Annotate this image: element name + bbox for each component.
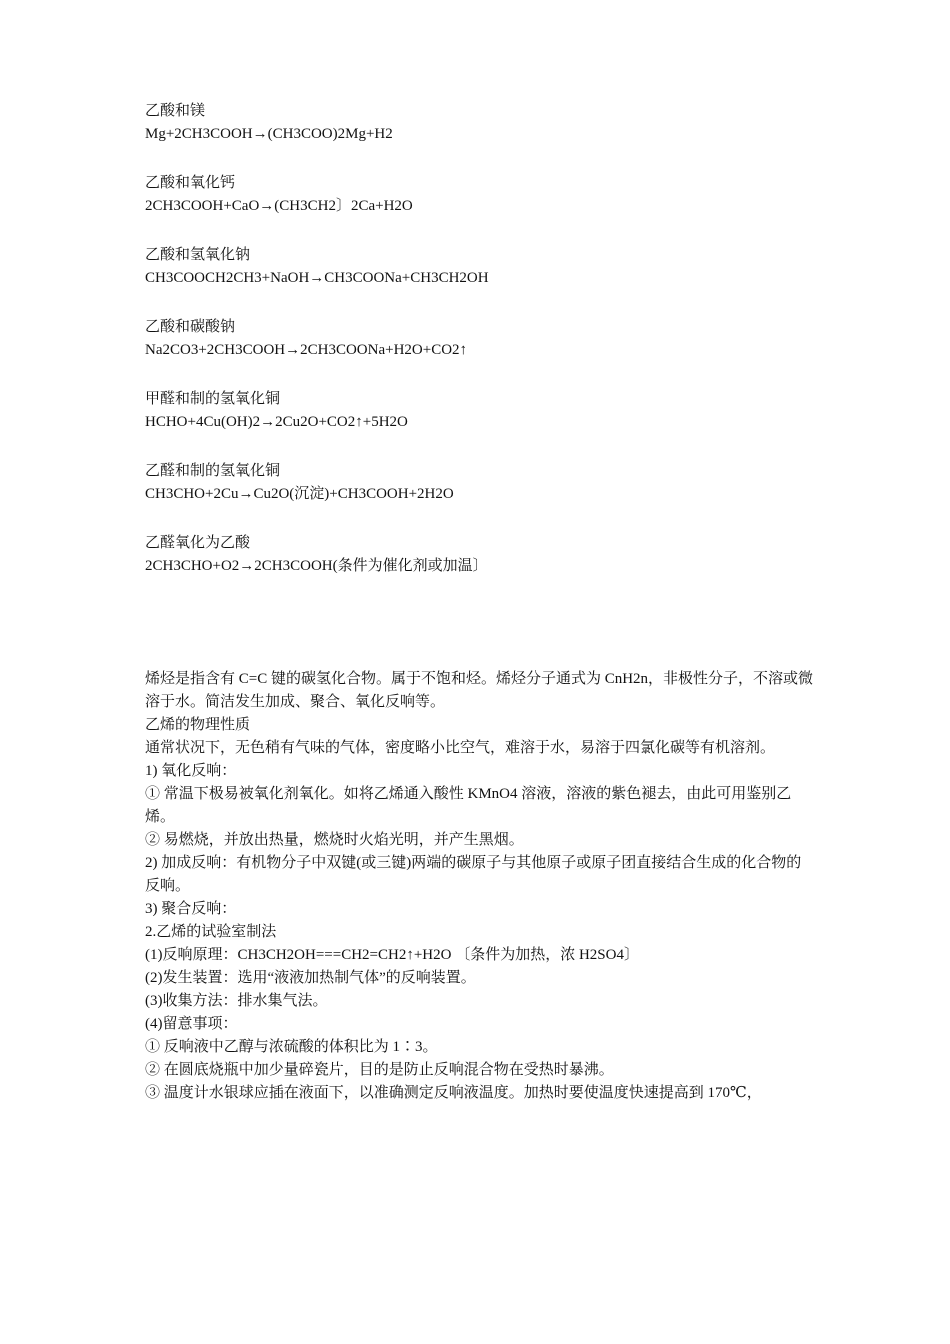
- reaction-name: 乙醛和制的氢氧化铜: [145, 463, 281, 479]
- lab-precaution-3: ③ 温度计水银球应插在液面下，以准确测定反响液温度。加热时要使温度快速提高到 170℃，: [145, 1085, 762, 1101]
- reaction-item: [145, 316, 825, 362]
- reaction-equation: 2CH3CHO+O2→2CH3COOH(条件为催化剂或加温〕: [145, 558, 488, 574]
- oxidation-point-2: ② 易燃烧，并放出热量，燃烧时火焰光明，并产生黑烟。: [145, 832, 524, 848]
- lab-precaution-1: ① 反响液中乙醇与浓硫酸的体积比为 1∶3。: [145, 1039, 438, 1055]
- lab-apparatus: (2)发生装置：选用“液液加热制气体”的反响装置。: [145, 970, 476, 986]
- reaction-name: 乙酸和氧化钙: [145, 175, 236, 191]
- reaction-list: [145, 100, 825, 604]
- reaction-item: [145, 532, 825, 578]
- lab-precaution-2: ② 在圆底烧瓶中加少量碎瓷片，目的是防止反响混合物在受热时暴沸。: [145, 1062, 614, 1078]
- reaction-name: 乙酸和碳酸钠: [145, 319, 236, 335]
- lab-precautions-heading: (4)留意事项：: [145, 1016, 238, 1032]
- oxidation-heading: 1) 氧化反响：: [145, 763, 237, 779]
- reaction-name: 甲醛和制的氢氧化铜: [145, 391, 281, 407]
- alkene-notes: [145, 668, 815, 1105]
- reaction-name: 乙酸和氢氧化钠: [145, 247, 251, 263]
- lab-method-heading: 2.乙烯的试验室制法: [145, 924, 277, 940]
- reaction-item: [145, 460, 825, 506]
- polymerization-heading: 3) 聚合反响：: [145, 901, 237, 917]
- reaction-item: [145, 388, 825, 434]
- oxidation-point-1: ① 常温下极易被氧化剂氧化。如将乙烯通入酸性 KMnO4 溶液，溶液的紫色褪去，由此可用鉴别乙烯。: [145, 786, 792, 825]
- reaction-name: 乙醛氧化为乙酸: [145, 535, 251, 551]
- reaction-equation: Na2CO3+2CH3COOH→2CH3COONa+H2O+CO2↑: [145, 342, 468, 358]
- reaction-equation: CH3COOCH2CH3+NaOH→CH3COONa+CH3CH2OH: [145, 270, 489, 286]
- reaction-item: [145, 244, 825, 290]
- reaction-equation: 2CH3COOH+CaO→(CH3CH2〕2Ca+H2O: [145, 198, 413, 214]
- lab-principle: (1)反响原理：CH3CH2OH===CH2=CH2↑+H2O 〔条件为加热，浓 H2SO4〕: [145, 947, 639, 963]
- reaction-equation: CH3CHO+2Cu→Cu2O(沉淀)+CH3COOH+2H2O: [145, 486, 454, 502]
- reaction-name: 乙酸和镁: [145, 103, 206, 119]
- reaction-equation: Mg+2CH3COOH→(CH3COO)2Mg+H2: [145, 126, 393, 142]
- addition-paragraph: 2) 加成反响：有机物分子中双键(或三键)两端的碳原子与其他原子或原子团直接结合生成的化合物的反响。: [145, 855, 802, 894]
- reaction-equation: HCHO+4Cu(OH)2→2Cu2O+CO2↑+5H2O: [145, 414, 408, 430]
- ethylene-physical-heading: 乙烯的物理性质: [145, 717, 251, 733]
- reaction-item: [145, 172, 825, 218]
- alkene-intro-paragraph: 烯烃是指含有 C=C 键的碳氢化合物。属于不饱和烃。烯烃分子通式为 CnH2n，非极性分子，不溶或微溶于水。简洁发生加成、聚合、氧化反响等。: [145, 671, 814, 710]
- lab-collection: (3)收集方法：排水集气法。: [145, 993, 328, 1009]
- reaction-item: [145, 100, 825, 146]
- ethylene-physical-paragraph: 通常状况下，无色稍有气味的气体，密度略小比空气，难溶于水，易溶于四氯化碳等有机溶剂。: [145, 740, 776, 756]
